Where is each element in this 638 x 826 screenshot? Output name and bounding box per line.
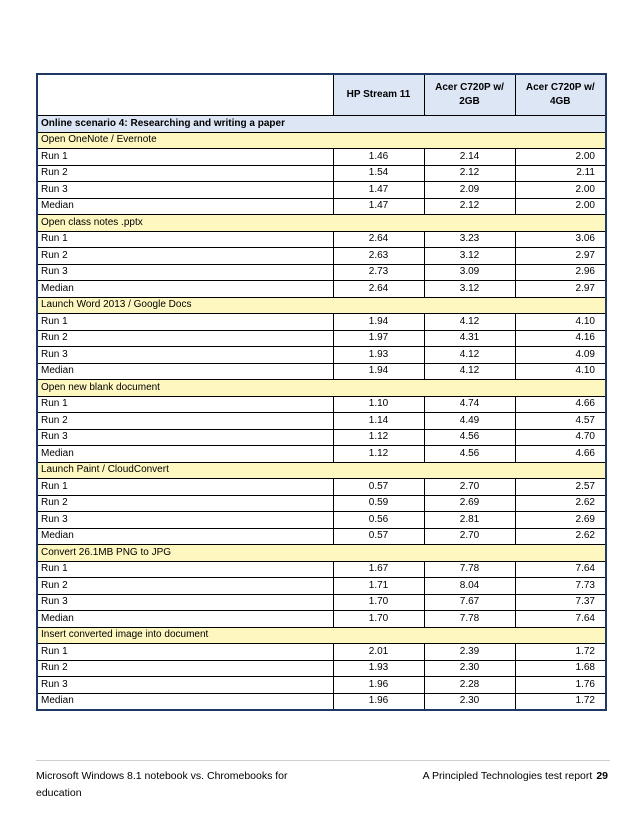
table-row [37, 396, 606, 413]
row-label: Run 1 [37, 644, 333, 661]
value-cell: 8.04 [424, 578, 515, 595]
row-label: Run 1 [37, 396, 333, 413]
value-cell: 7.78 [424, 561, 515, 578]
value-cell: 1.96 [333, 677, 424, 694]
value-cell: 2.62 [515, 528, 606, 545]
row-label: Run 3 [37, 182, 333, 199]
value-cell: 4.70 [515, 429, 606, 446]
value-cell: 1.12 [333, 429, 424, 446]
section-title: Insert converted image into document [37, 627, 606, 644]
table-row [37, 413, 606, 430]
row-label: Median [37, 198, 333, 215]
section-header-row [37, 132, 606, 149]
value-cell: 1.97 [333, 330, 424, 347]
value-cell: 1.96 [333, 693, 424, 710]
row-label: Run 2 [37, 660, 333, 677]
row-label: Run 2 [37, 165, 333, 182]
value-cell: 1.54 [333, 165, 424, 182]
value-cell: 4.56 [424, 446, 515, 463]
table-row [37, 198, 606, 215]
footer-report-label [423, 768, 608, 785]
row-label: Run 2 [37, 248, 333, 265]
section-title: Launch Word 2013 / Google Docs [37, 297, 606, 314]
table-row [37, 677, 606, 694]
footer-divider [36, 760, 610, 761]
value-cell: 4.10 [515, 314, 606, 331]
section-title: Convert 26.1MB PNG to JPG [37, 545, 606, 562]
value-cell: 2.30 [424, 693, 515, 710]
value-cell: 4.16 [515, 330, 606, 347]
table-row [37, 281, 606, 298]
value-cell: 7.73 [515, 578, 606, 595]
value-cell: 1.71 [333, 578, 424, 595]
section-header-row [37, 627, 606, 644]
value-cell: 2.81 [424, 512, 515, 529]
value-cell: 1.67 [333, 561, 424, 578]
row-label: Median [37, 528, 333, 545]
value-cell: 3.06 [515, 231, 606, 248]
value-cell: 0.56 [333, 512, 424, 529]
table-row [37, 363, 606, 380]
value-cell: 1.72 [515, 644, 606, 661]
value-cell: 2.30 [424, 660, 515, 677]
row-label: Run 1 [37, 231, 333, 248]
table-row [37, 594, 606, 611]
header-acer-4gb: Acer C720P w/ 4GB [515, 74, 606, 116]
table-row [37, 528, 606, 545]
value-cell: 2.00 [515, 198, 606, 215]
footer-document-title: Microsoft Windows 8.1 notebook vs. Chromebooks for education [36, 770, 288, 799]
value-cell: 0.59 [333, 495, 424, 512]
value-cell: 4.10 [515, 363, 606, 380]
header-acer-2gb: Acer C720P w/ 2GB [424, 74, 515, 116]
row-label: Run 2 [37, 413, 333, 430]
value-cell: 7.64 [515, 611, 606, 628]
table-row [37, 264, 606, 281]
value-cell: 4.12 [424, 363, 515, 380]
value-cell: 2.57 [515, 479, 606, 496]
header-row [37, 74, 606, 116]
row-label: Median [37, 611, 333, 628]
header-hp-stream: HP Stream 11 [333, 74, 424, 116]
value-cell: 2.09 [424, 182, 515, 199]
value-cell: 2.11 [515, 165, 606, 182]
table-row [37, 660, 606, 677]
value-cell: 1.46 [333, 149, 424, 166]
value-cell: 1.70 [333, 594, 424, 611]
table-row [37, 611, 606, 628]
value-cell: 4.56 [424, 429, 515, 446]
value-cell: 2.12 [424, 165, 515, 182]
value-cell: 4.74 [424, 396, 515, 413]
row-label: Run 2 [37, 330, 333, 347]
footer-report-text: A Principled Technologies test report [422, 770, 593, 782]
value-cell: 2.70 [424, 479, 515, 496]
value-cell: 4.09 [515, 347, 606, 364]
table-row [37, 512, 606, 529]
value-cell: 2.28 [424, 677, 515, 694]
value-cell: 7.67 [424, 594, 515, 611]
value-cell: 2.63 [333, 248, 424, 265]
value-cell: 1.94 [333, 314, 424, 331]
table-row [37, 182, 606, 199]
table-row [37, 314, 606, 331]
section-title: Open OneNote / Evernote [37, 132, 606, 149]
value-cell: 7.78 [424, 611, 515, 628]
section-title: Launch Paint / CloudConvert [37, 462, 606, 479]
value-cell: 1.12 [333, 446, 424, 463]
value-cell: 2.69 [515, 512, 606, 529]
page-number: 29 [596, 770, 608, 782]
value-cell: 2.96 [515, 264, 606, 281]
value-cell: 4.49 [424, 413, 515, 430]
table-body [37, 116, 606, 711]
row-label: Run 1 [37, 149, 333, 166]
table-row [37, 578, 606, 595]
value-cell: 1.94 [333, 363, 424, 380]
section-header-row [37, 215, 606, 232]
row-label: Run 1 [37, 479, 333, 496]
value-cell: 1.93 [333, 347, 424, 364]
row-label: Run 3 [37, 264, 333, 281]
value-cell: 2.97 [515, 248, 606, 265]
results-table-wrapper [36, 73, 605, 711]
table-row [37, 561, 606, 578]
value-cell: 2.70 [424, 528, 515, 545]
table-row [37, 495, 606, 512]
value-cell: 3.12 [424, 248, 515, 265]
value-cell: 4.66 [515, 396, 606, 413]
table-row [37, 446, 606, 463]
value-cell: 4.66 [515, 446, 606, 463]
header-blank-cell [37, 74, 333, 116]
value-cell: 2.12 [424, 198, 515, 215]
row-label: Run 1 [37, 314, 333, 331]
value-cell: 1.68 [515, 660, 606, 677]
scenario-row [37, 116, 606, 133]
scenario-title: Online scenario 4: Researching and writing a paper [37, 116, 606, 133]
value-cell: 2.69 [424, 495, 515, 512]
table-row [37, 231, 606, 248]
row-label: Run 2 [37, 495, 333, 512]
value-cell: 2.00 [515, 182, 606, 199]
section-title: Open new blank document [37, 380, 606, 397]
row-label: Run 3 [37, 347, 333, 364]
table-row [37, 248, 606, 265]
section-header-row [37, 297, 606, 314]
value-cell: 2.62 [515, 495, 606, 512]
value-cell: 1.47 [333, 198, 424, 215]
section-header-row [37, 380, 606, 397]
table-row [37, 644, 606, 661]
value-cell: 4.31 [424, 330, 515, 347]
section-header-row [37, 545, 606, 562]
value-cell: 1.14 [333, 413, 424, 430]
value-cell: 3.23 [424, 231, 515, 248]
row-label: Median [37, 693, 333, 710]
table-row [37, 330, 606, 347]
value-cell: 2.01 [333, 644, 424, 661]
section-header-row [37, 462, 606, 479]
value-cell: 1.47 [333, 182, 424, 199]
table-row [37, 165, 606, 182]
results-table [36, 73, 607, 711]
value-cell: 1.70 [333, 611, 424, 628]
table-row [37, 429, 606, 446]
value-cell: 2.39 [424, 644, 515, 661]
value-cell: 3.12 [424, 281, 515, 298]
row-label: Median [37, 281, 333, 298]
row-label: Run 1 [37, 561, 333, 578]
value-cell: 2.64 [333, 281, 424, 298]
value-cell: 1.93 [333, 660, 424, 677]
value-cell: 2.73 [333, 264, 424, 281]
value-cell: 2.14 [424, 149, 515, 166]
value-cell: 7.37 [515, 594, 606, 611]
row-label: Median [37, 363, 333, 380]
section-title: Open class notes .pptx [37, 215, 606, 232]
value-cell: 0.57 [333, 479, 424, 496]
value-cell: 2.00 [515, 149, 606, 166]
value-cell: 4.57 [515, 413, 606, 430]
row-label: Run 3 [37, 677, 333, 694]
table-row [37, 149, 606, 166]
table-row [37, 693, 606, 710]
row-label: Run 3 [37, 512, 333, 529]
row-label: Median [37, 446, 333, 463]
row-label: Run 2 [37, 578, 333, 595]
value-cell: 4.12 [424, 314, 515, 331]
table-row [37, 347, 606, 364]
value-cell: 1.10 [333, 396, 424, 413]
value-cell: 3.09 [424, 264, 515, 281]
value-cell: 7.64 [515, 561, 606, 578]
table-row [37, 479, 606, 496]
value-cell: 2.64 [333, 231, 424, 248]
value-cell: 2.97 [515, 281, 606, 298]
row-label: Run 3 [37, 429, 333, 446]
value-cell: 4.12 [424, 347, 515, 364]
value-cell: 1.72 [515, 693, 606, 710]
value-cell: 1.76 [515, 677, 606, 694]
value-cell: 0.57 [333, 528, 424, 545]
row-label: Run 3 [37, 594, 333, 611]
